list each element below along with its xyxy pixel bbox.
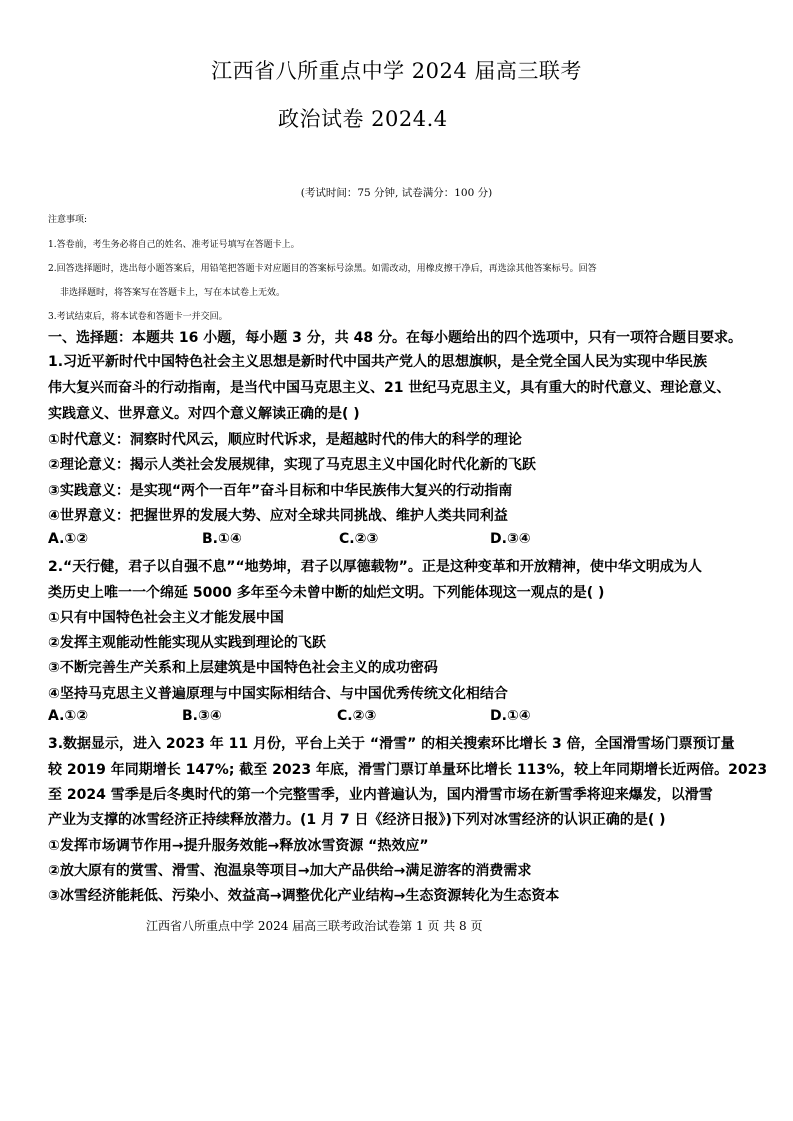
option-b: B.①④ [202,531,242,547]
question-1-text: 1.习近平新时代中国特色社会主义思想是新时代中国共产党人的思想旗帜，是全党全国人民为实现中华民族 [48,354,708,370]
question-3-text: 产业为支撑的冰雪经济正持续释放潜力。(1 月 7 日《经济日报》)下列对冰雪经济的认识正确的是( ) [48,812,666,828]
question-1-item: ③实践意义：是实现“两个一百年”奋斗目标和中华民族伟大复兴的行动指南 [48,483,513,499]
option-c: C.②③ [339,531,379,547]
question-1-item: ①时代意义：洞察时代风云，顺应时代诉求，是超越时代的伟大的科学的理论 [48,432,522,448]
question-3-item: ③冰雪经济能耗低、污染小、效益高→调整优化产业结构→生态资源转化为生态资本 [48,888,560,904]
question-3-text: 3.数据显示，进入 2023 年 11 月份，平台上关于 “滑雪” 的相关搜索环比增长 3 倍，全国滑雪场门票预订量 [48,736,735,752]
exam-title: 江西省八所重点中学 2024 届高三联考 [211,59,582,83]
question-3-item: ②放大原有的赏雪、滑雪、泡温泉等项目→加大产品供给→满足游客的消费需求 [48,863,532,879]
note-item: 非选择题时，将答案写在答题卡上，写在本试卷上无效。 [60,288,286,298]
question-2-item: ④坚持马克思主义普遍原理与中国实际相结合、与中国优秀传统文化相结合 [48,686,508,702]
note-item: 3.考试结束后，将本试卷和答题卡一并交回。 [48,312,228,322]
question-2-item: ②发挥主观能动性能实现从实践到理论的飞跃 [48,635,326,651]
note-item: 1.答卷前，考生务必将自己的姓名、准考证号填写在答题卡上。 [48,240,300,250]
question-3-item: ①发挥市场调节作用→提升服务效能→释放冰雪资源 “热效应” [48,838,429,854]
note-item: 2.回答选择题时，选出每小题答案后，用铅笔把答题卡对应题目的答案标号涂黑。如需改动，用橡皮擦干净后，再选涂其他答案标号。回答 [48,264,597,274]
notes-heading: 注意事项: [48,215,88,225]
option-c: C.②③ [337,708,377,724]
question-2-item: ①只有中国特色社会主义才能发展中国 [48,610,284,626]
option-a: A.①② [48,531,89,547]
question-2-item: ③不断完善生产关系和上层建筑是中国特色社会主义的成功密码 [48,660,438,676]
page-footer: 江西省八所重点中学 2024 届高三联考政治试卷第 1 页 共 8 页 [146,919,483,933]
option-d: D.①④ [490,708,531,724]
question-3-text: 较 2019 年同期增长 147%; 截至 2023 年底，滑雪门票订单量环比增长 113%，较上年同期增长近两倍。2023 [48,762,768,778]
question-1-text: 实践意义、世界意义。对四个意义解读正确的是( ) [48,406,360,422]
question-2-text: 2.“天行健，君子以自强不息”“地势坤，君子以厚德载物”。正是这种变革和开放精神，使中华文明成为人 [48,559,702,575]
question-1-item: ②理论意义：揭示人类社会发展规律，实现了马克思主义中国化时代化新的飞跃 [48,457,536,473]
question-3-text: 至 2024 雪季是后冬奥时代的第一个完整雪季，业内普遍认为，国内滑雪市场在新雪季将迎来爆发，以滑雪 [48,787,713,803]
exam-info: (考试时间：75 分钟, 试卷满分：100 分) [300,187,493,199]
option-b: B.③④ [182,708,222,724]
question-1-item: ④世界意义：把握世界的发展大势、应对全球共同挑战、维护人类共同利益 [48,508,508,524]
exam-subtitle: 政治试卷 2024.4 [278,107,448,131]
option-a: A.①② [48,708,89,724]
option-d: D.③④ [490,531,531,547]
question-2-text: 类历史上唯一一个绵延 5000 多年至今未曾中断的灿烂文明。下列能体现这一观点的是( ) [48,585,605,601]
question-1-text: 伟大复兴而奋斗的行动指南，是当代中国马克思主义、21 世纪马克思主义，具有重大的时代意义、理论意义、 [48,380,731,396]
section-heading: 一、选择题：本题共 16 小题，每小题 3 分，共 48 分。在每小题给出的四个选项中，只有一项符合题目要求。 [48,330,742,346]
